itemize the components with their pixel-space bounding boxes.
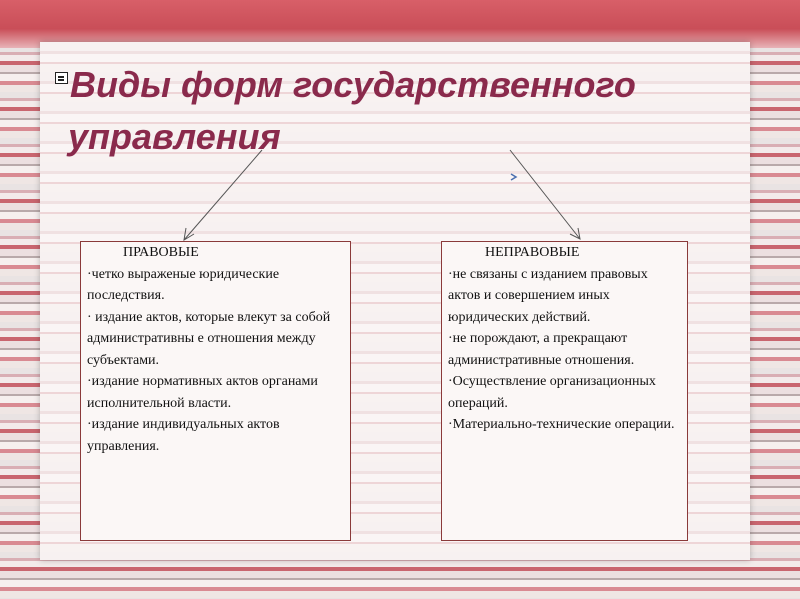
legal-forms-heading: ПРАВОВЫЕ: [123, 245, 199, 260]
list-item: ·Материально-технические операции.: [448, 417, 675, 432]
arrow-to-left-box: [184, 150, 262, 240]
list-item: ·издание нормативных актов органами исполнительной власти.: [87, 374, 318, 411]
nonlegal-forms-box: [441, 241, 688, 541]
list-item: ·Осуществление организационных операций.: [448, 374, 656, 411]
list-item: ·издание индивидуальных актов управления.: [87, 417, 280, 454]
arrow-to-right-box: [510, 150, 580, 239]
list-item: ·не связаны с изданием правовых актов и совершением иных юридических действий.: [448, 266, 648, 325]
list-item: · издание актов, которые влекут за собой административны е отношения между субъектами.: [87, 309, 331, 368]
small-marker: [511, 174, 516, 180]
list-item: ·не порождают, а прекращают административные отношения.: [448, 331, 635, 368]
slide-title-line-1: Виды форм государственного: [70, 64, 636, 105]
slide-title-line-2: управления: [68, 116, 281, 157]
nonlegal-forms-heading: НЕПРАВОВЫЕ: [485, 245, 580, 260]
legal-forms-box: [80, 241, 351, 541]
list-item: ·четко выраженые юридические последствия.: [87, 266, 280, 303]
